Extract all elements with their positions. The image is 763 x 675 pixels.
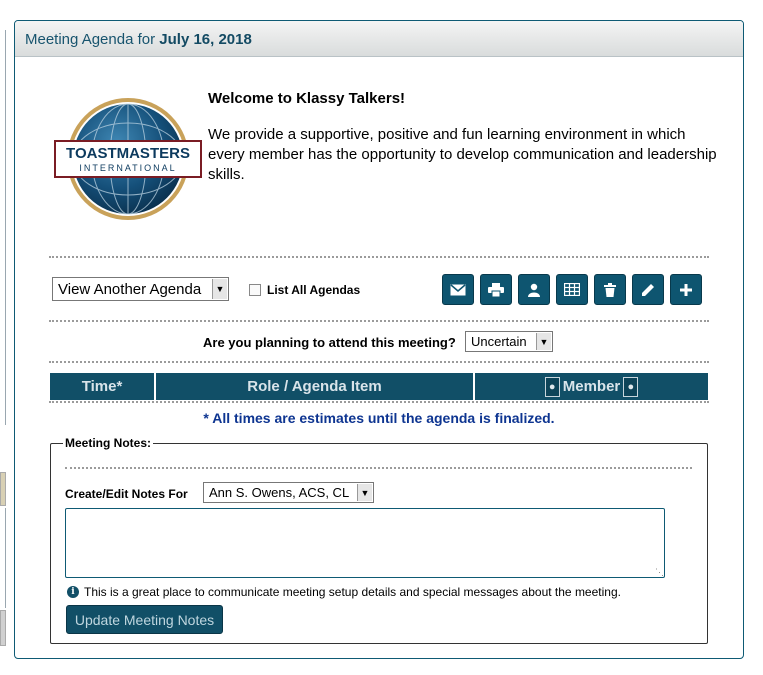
update-meeting-notes-button[interactable] [66, 605, 223, 634]
attend-select[interactable] [465, 331, 553, 352]
welcome-title: Welcome to Klassy Talkers! [208, 90, 406, 107]
adjacent-panel-border [0, 30, 6, 425]
chevron-down-icon: ▼ [357, 484, 372, 501]
resize-grip-icon[interactable]: ⋱ [655, 567, 664, 577]
meeting-notes-legend: Meeting Notes: [65, 436, 152, 450]
user-icon [528, 283, 540, 297]
column-header-member-label: Member [562, 378, 621, 395]
divider [49, 256, 709, 258]
adjacent-panel-border [0, 508, 6, 608]
agenda-select[interactable] [52, 277, 229, 301]
adjacent-panel-tab[interactable] [0, 472, 6, 506]
column-header-time[interactable] [50, 373, 154, 400]
column-header-role[interactable] [156, 373, 473, 400]
logo-subtitle: INTERNATIONAL [79, 163, 177, 173]
welcome-body: We provide a supportive, positive and fun learning environment in which every member has the opportunity to develop communication and leadership skills. [208, 126, 717, 183]
chevron-down-icon: ▼ [212, 279, 227, 299]
chevron-down-icon: ▼ [536, 333, 551, 350]
print-icon [488, 283, 504, 297]
attendee-button[interactable] [518, 274, 550, 305]
trash-icon [604, 283, 616, 297]
notes-info-text: This is a great place to communicate meeting setup details and special messages about the meeting. [84, 585, 621, 599]
agenda-select-value: View Another Agenda [58, 280, 202, 298]
panel-header [15, 21, 743, 57]
divider [49, 401, 709, 403]
print-button[interactable] [480, 274, 512, 305]
notes-for-label: Create/Edit Notes For [65, 487, 188, 501]
envelope-icon [450, 284, 466, 296]
edit-button[interactable] [632, 274, 664, 305]
update-meeting-notes-label: Update Meeting Notes [74, 611, 215, 628]
person-icon: ● [545, 377, 560, 397]
adjacent-panel-tab[interactable] [0, 610, 6, 646]
plus-icon [680, 284, 692, 296]
list-all-agendas-label: List All Agendas [267, 283, 361, 297]
header-date: July 16, 2018 [159, 31, 252, 48]
divider [49, 320, 709, 322]
attend-question: Are you planning to attend this meeting? [203, 335, 456, 350]
adjacent-panel-edge [0, 30, 8, 675]
add-button[interactable] [670, 274, 702, 305]
delete-button[interactable] [594, 274, 626, 305]
column-header-time-label: Time* [81, 378, 123, 395]
logo-wordmark: TOASTMASTERS [66, 145, 190, 162]
divider [49, 361, 709, 363]
divider [65, 467, 692, 469]
attend-select-value: Uncertain [471, 334, 527, 349]
notes-for-select[interactable] [203, 482, 374, 503]
table-view-button[interactable] [556, 274, 588, 305]
meeting-notes-textarea[interactable] [65, 508, 665, 578]
person-icon: ● [623, 377, 638, 397]
column-header-member[interactable] [475, 373, 708, 400]
notes-for-select-value: Ann S. Owens, ACS, CL [209, 485, 350, 500]
table-icon [564, 283, 580, 296]
list-all-agendas-checkbox[interactable] [249, 284, 261, 296]
notes-info-line [67, 585, 621, 599]
estimate-note: * All times are estimates until the agenda is finalized. [203, 410, 555, 426]
info-icon: i [67, 586, 79, 598]
toastmasters-logo [53, 97, 203, 221]
header-prefix: Meeting Agenda for [25, 31, 156, 48]
pencil-icon [641, 283, 655, 297]
meeting-agenda-panel [14, 20, 744, 659]
email-button[interactable] [442, 274, 474, 305]
column-header-role-label: Role / Agenda Item [247, 378, 382, 395]
